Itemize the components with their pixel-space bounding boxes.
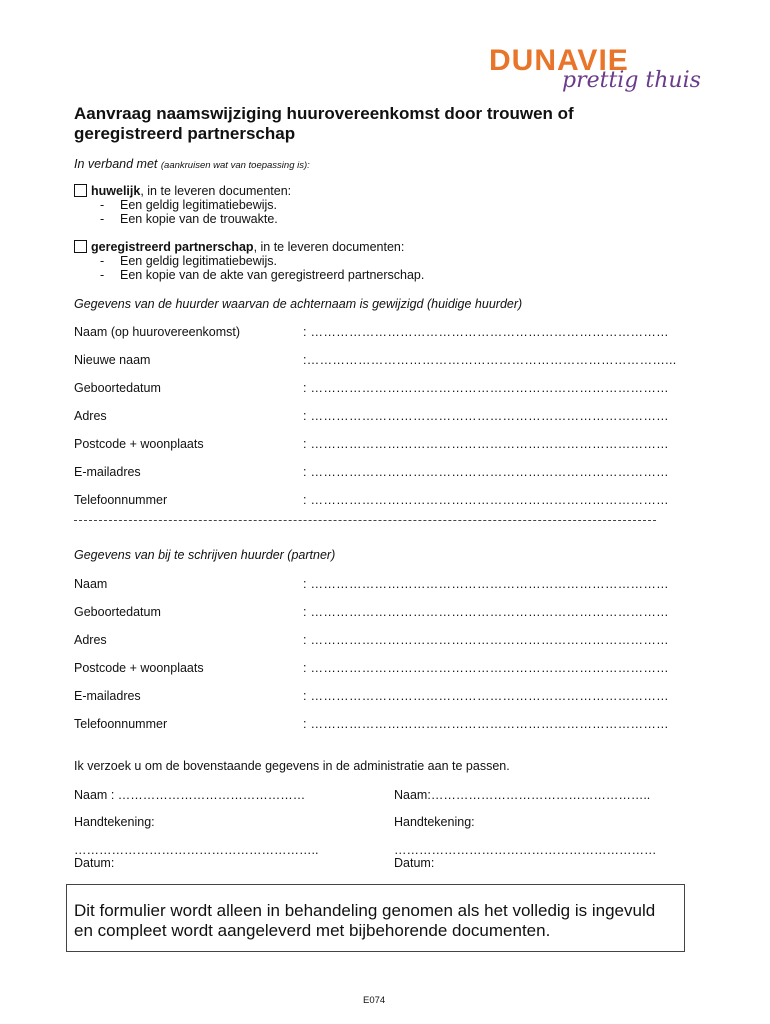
- right-signature-label: Handtekening:: [394, 815, 475, 829]
- field-label: Geboortedatum: [74, 605, 161, 619]
- field-row: [74, 325, 669, 341]
- section-divider: [74, 520, 656, 521]
- field-input-line[interactable]: : …………………………………………………………………………: [303, 633, 669, 647]
- field-input-line[interactable]: : …………………………………………………………………………: [303, 577, 669, 591]
- left-signature-label: Handtekening:: [74, 815, 155, 829]
- right-date-label: Datum:: [394, 856, 435, 870]
- logo-brand: DUNAVIE: [489, 44, 629, 77]
- intro-main: In verband met: [74, 157, 158, 171]
- field-row: [74, 381, 669, 397]
- field-label: Naam (op huurovereenkomst): [74, 325, 241, 339]
- field-label: E-mailadres: [74, 689, 141, 703]
- field-row: [74, 633, 669, 649]
- field-input-line[interactable]: : …………………………………………………………………………: [303, 465, 669, 479]
- right-signature-line[interactable]: ………………………………………………………: [394, 843, 657, 857]
- field-label: Telefoonnummer: [74, 493, 168, 507]
- huwelijk-checkbox[interactable]: [74, 184, 87, 197]
- field-label: Adres: [74, 409, 107, 423]
- logo-tagline: prettig thuis: [562, 68, 701, 93]
- option-partnerschap: geregistreerd partnerschap, in te leveren documenten: - Een geldig legitimatiebewijs. - Een kopie van de akte van geregistreerd partnerschap.: [74, 240, 424, 282]
- required-document: Een kopie van de trouwakte.: [120, 212, 278, 226]
- field-row: [74, 717, 669, 733]
- option-label: geregistreerd partnerschap: [91, 240, 254, 254]
- field-label: Postcode + woonplaats: [74, 437, 204, 451]
- field-input-line[interactable]: : …………………………………………………………………………: [303, 689, 669, 703]
- field-row: [74, 605, 669, 621]
- required-document: Een geldig legitimatiebewijs.: [120, 254, 278, 268]
- field-label: Adres: [74, 633, 107, 647]
- form-title: Aanvraag naamswijziging huurovereenkomst door trouwen of geregistreerd partnerschap: [74, 104, 574, 143]
- field-label: Geboortedatum: [74, 381, 161, 395]
- field-label: Naam: [74, 577, 108, 591]
- option-label: huwelijk: [91, 184, 141, 198]
- required-document: Een kopie van de akte van geregistreerd partnerschap.: [120, 268, 425, 282]
- left-signature-line[interactable]: …………………………………………………..: [74, 843, 319, 857]
- field-label: Nieuwe naam: [74, 353, 151, 367]
- field-input-line[interactable]: : …………………………………………………………………………: [303, 605, 669, 619]
- option-rest: , in te leveren documenten:: [140, 184, 292, 198]
- field-label: Telefoonnummer: [74, 717, 168, 731]
- section1-title: Gegevens van de huurder waarvan de achternaam is gewijzigd (huidige huurder): [74, 297, 523, 311]
- field-input-line[interactable]: : …………………………………………………………………………: [303, 493, 669, 507]
- intro-note: (aankruisen wat van toepassing is):: [160, 160, 310, 171]
- field-row: [74, 661, 669, 677]
- left-name-line[interactable]: Naam : ………………………………………: [74, 788, 306, 802]
- option-rest: , in te leveren documenten:: [253, 240, 405, 254]
- field-input-line[interactable]: : …………………………………………………………………………: [303, 381, 669, 395]
- field-label: E-mailadres: [74, 465, 141, 479]
- request-text: Ik verzoek u om de bovenstaande gegevens in de administratie aan te passen.: [74, 759, 510, 773]
- field-row: [74, 353, 677, 369]
- option-huwelijk: huwelijk, in te leveren documenten: - Een geldig legitimatiebewijs. - Een kopie van de trouwakte.: [74, 184, 291, 226]
- field-label: Postcode + woonplaats: [74, 661, 204, 675]
- field-row: [74, 689, 669, 705]
- field-input-line[interactable]: : …………………………………………………………………………: [303, 409, 669, 423]
- section2-title: Gegevens van bij te schrijven huurder (partner): [74, 548, 336, 562]
- notice-box: Dit formulier wordt alleen in behandeling genomen als het volledig is ingevuld en compleet wordt aangeleverd met bijbehorende documenten.: [66, 884, 685, 952]
- field-input-line[interactable]: : …………………………………………………………………………: [303, 717, 669, 731]
- field-row: [74, 437, 669, 453]
- right-name-line[interactable]: Naam:……………………………………………..: [394, 788, 651, 802]
- field-input-line[interactable]: : …………………………………………………………………………: [303, 661, 669, 675]
- left-date-label: Datum:: [74, 856, 115, 870]
- required-document: Een geldig legitimatiebewijs.: [120, 198, 278, 212]
- field-row: [74, 577, 669, 593]
- field-row: [74, 493, 669, 509]
- field-input-line[interactable]: : …………………………………………………………………………: [303, 325, 669, 339]
- partnerschap-checkbox[interactable]: [74, 240, 87, 253]
- field-input-line[interactable]: : …………………………………………………………………………: [303, 437, 669, 451]
- form-code: E074: [363, 995, 386, 1006]
- field-input-line[interactable]: :…………………………………………………………………………...: [303, 353, 677, 367]
- field-row: [74, 409, 669, 425]
- intro-text: [74, 157, 310, 171]
- field-row: [74, 465, 669, 481]
